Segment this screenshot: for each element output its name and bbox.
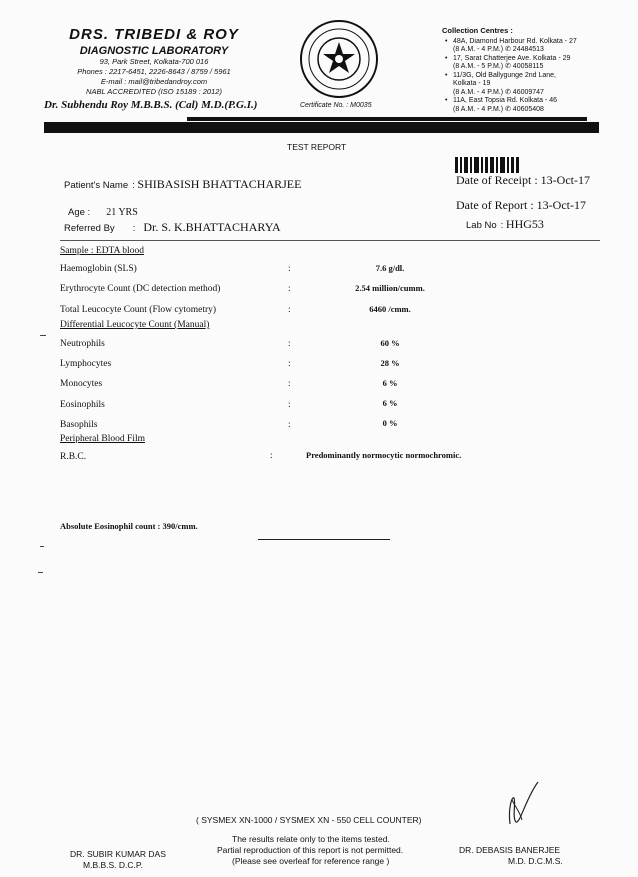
end-of-report-line — [258, 539, 390, 540]
lab-header — [44, 26, 264, 97]
lab-doctor: Dr. Subhendu Roy M.B.B.S. (Cal) M.D.(P.G.I.) — [44, 99, 258, 111]
separator: : — [288, 305, 291, 315]
test-value: 6460 /cmm. — [369, 304, 411, 314]
lab-no-row: Lab No : HHG53 — [466, 217, 544, 231]
left-signatory-degree: M.B.B.S. D.C.P. — [83, 860, 143, 870]
test-name: Erythrocyte Count (DC detection method) — [60, 284, 221, 294]
footer-note-1: The results relate only to the items tested. — [232, 834, 390, 844]
referred-by: Dr. S. K.BHATTACHARYA — [143, 220, 281, 234]
scan-mark — [38, 572, 43, 573]
right-signatory: DR. DEBASIS BANERJEE — [459, 845, 561, 855]
test-name: Lymphocytes — [60, 359, 112, 369]
separator: : — [288, 420, 291, 430]
separator: : — [288, 359, 291, 369]
receipt-date: 13-Oct-17 — [540, 173, 590, 187]
lab-email: E-mail : mail@tribedandroy.com — [100, 77, 208, 86]
separator: : — [288, 284, 291, 294]
test-value: 0 % — [382, 418, 398, 428]
absolute-eosinophil: Absolute Eosinophil count : 390/cmm. — [60, 521, 198, 531]
rbc-value: Predominantly normocytic normochromic. — [306, 450, 462, 460]
rbc-label: R.B.C. — [60, 452, 87, 462]
receipt-date-row: Date of Receipt : 13-Oct-17 — [456, 173, 590, 187]
separator: : — [288, 379, 291, 389]
sample-heading: Sample : EDTA blood — [60, 246, 144, 256]
patient-age: 21 YRS — [106, 207, 138, 218]
nabl-seal-icon — [298, 18, 380, 100]
collection-centres — [442, 27, 602, 114]
separator: : — [270, 451, 273, 461]
test-name: Haemoglobin (SLS) — [60, 264, 137, 274]
instrument-note: ( SYSMEX XN-1000 / SYSMEX XN - 550 CELL COUNTER) — [196, 815, 422, 825]
test-value: 7.6 g/dl. — [375, 263, 405, 273]
test-value: 6 % — [382, 378, 398, 388]
barcode-icon — [455, 157, 519, 173]
separator: : — [288, 400, 291, 410]
separator: : — [288, 339, 291, 349]
certificate-number: Certificate No. : M0035 — [300, 102, 372, 109]
patient-name: SHIBASISH BHATTACHARJEE — [137, 177, 302, 191]
lab-subtitle: DIAGNOSTIC LABORATORY — [79, 45, 229, 57]
test-value: 60 % — [380, 338, 400, 348]
footer-note-3: (Please see overleaf for reference range ) — [232, 856, 390, 866]
test-name: Basophils — [60, 420, 98, 430]
report-title: TEST REPORT — [287, 142, 347, 152]
header-divider — [187, 117, 587, 121]
separator: : — [288, 264, 291, 274]
patient-name-row: Patient's Name : SHIBASISH BHATTACHARJEE — [64, 177, 302, 191]
lab-address: 93, Park Street, Kolkata-700 016 — [99, 57, 209, 66]
right-signatory-degree: M.D. D.C.M.S. — [508, 856, 563, 866]
header-band — [44, 122, 599, 133]
lab-phones: Phones : 2217-6451, 2226-8643 / 8759 / 5961 — [77, 67, 231, 76]
centre-item: • 17, Sarat Chatterjee Ave. Kolkata - 29 (8 A.M. - 5 P.M.) ✆ 40058115 — [442, 55, 602, 72]
centre-item: • 11/3G, Old Ballygunge 2nd Lane, Kolkata - 19 (8 A.M. - 4 P.M.) ✆ 46009747 — [442, 72, 602, 98]
centres-heading: Collection Centres : — [442, 26, 513, 35]
centre-item: • 48A, Diamond Harbour Rd. Kolkata - 27 (8 A.M. - 4 P.M.) ✆ 24484513 — [442, 38, 602, 55]
test-name: Total Leucocyte Count (Flow cytometry) — [60, 305, 217, 315]
signature-icon — [500, 778, 544, 828]
lab-name: DRS. TRIBEDI & ROY — [69, 26, 239, 43]
left-signatory: DR. SUBIR KUMAR DAS — [70, 849, 166, 859]
details-divider — [60, 240, 600, 241]
test-value: 6 % — [382, 398, 398, 408]
differential-heading: Differential Leucocyte Count (Manual) — [60, 320, 210, 330]
scan-mark — [40, 335, 46, 336]
report-date-row: Date of Report : 13-Oct-17 — [456, 198, 586, 212]
lab-accreditation: NABL ACCREDITED (ISO 15189 : 2012) — [86, 87, 222, 96]
film-heading: Peripheral Blood Film — [60, 434, 145, 444]
test-name: Monocytes — [60, 379, 103, 389]
test-name: Neutrophils — [60, 339, 105, 349]
test-name: Eosinophils — [60, 400, 105, 410]
centre-item: • 11A, East Topsia Rd. Kolkata - 46 (8 A.M. - 4 P.M.) ✆ 40605408 — [442, 97, 602, 114]
lab-number: HHG53 — [505, 217, 544, 231]
scan-mark — [40, 546, 44, 547]
report-date: 13-Oct-17 — [536, 198, 586, 212]
test-value: 28 % — [380, 358, 400, 368]
referred-row: Referred By : Dr. S. K.BHATTACHARYA — [64, 220, 281, 234]
footer-note-2: Partial reproduction of this report is not permitted. — [217, 845, 404, 855]
test-value: 2.54 million/cumm. — [355, 283, 425, 293]
age-row: Age : 21 YRS — [68, 207, 138, 218]
